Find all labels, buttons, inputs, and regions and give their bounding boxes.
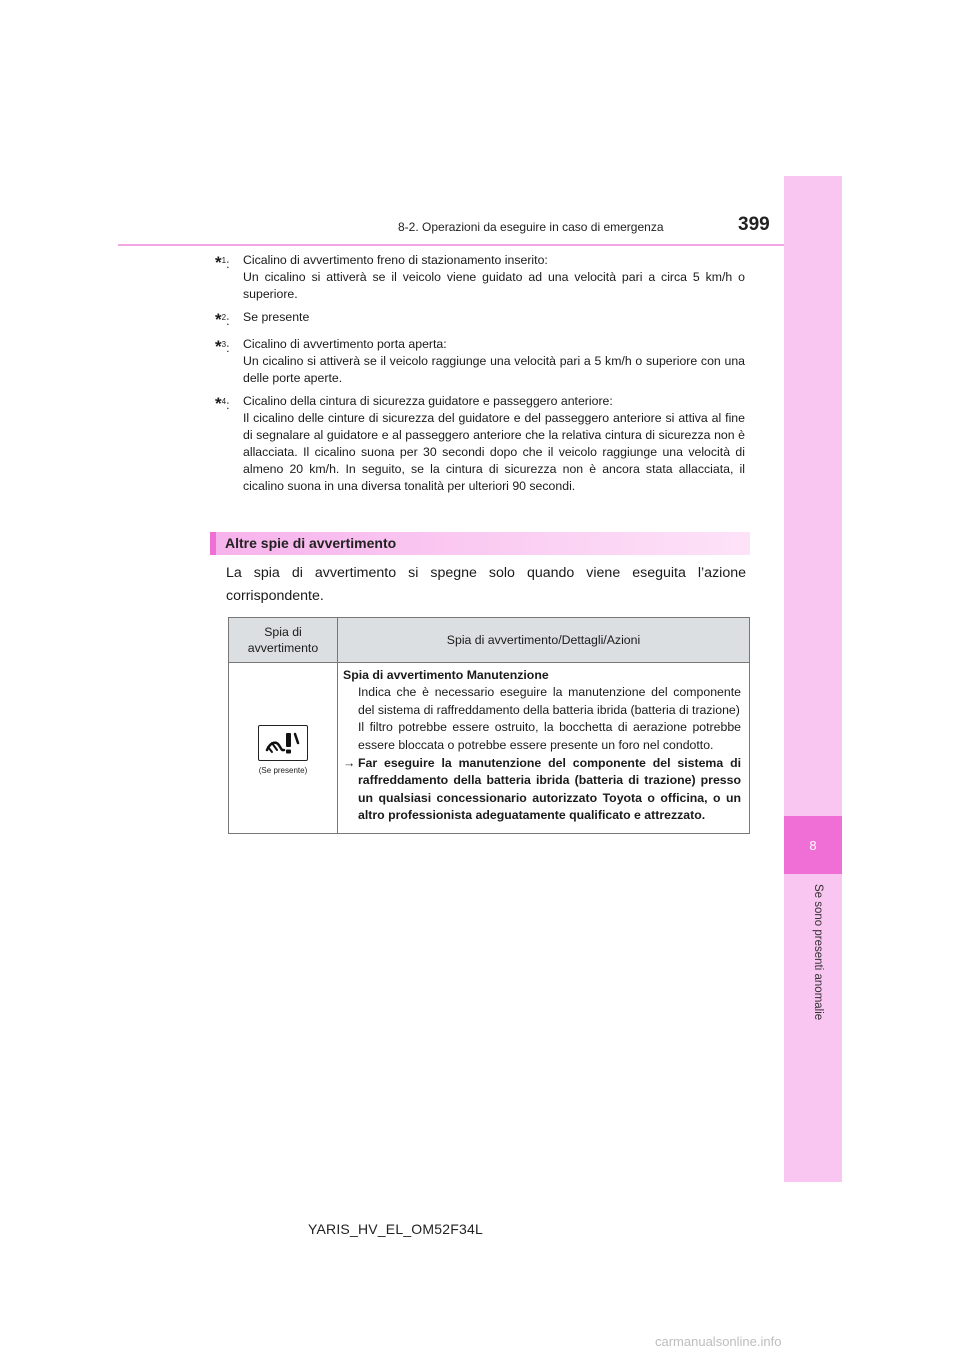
footnote-title: Cicalino di avvertimento freno di stazionamento inserito: xyxy=(243,253,548,267)
footnote-body: Il cicalino delle cinture di sicurezza del guidatore e del passeggero anteriore si attiva al fine di segnalare al guidatore e al passeggero anteriore che la relativa cintura di sicurezza non è allacciata. Il cicalino suona per 30 secondi dopo che il veicolo raggiunge una velocità di almeno 20 km/h. In seguito, se la cintura di sicurezza non è ancora stata allacciata, il cicalino suona in una diversa tonalità per ulteriori 90 secondi. xyxy=(243,411,745,494)
footnote xyxy=(215,309,745,330)
page-number: 399 xyxy=(738,214,770,235)
footnote-body: Un cicalino si attiverà se il veicolo raggiunge una velocità pari a 5 km/h o superiore con una delle porte aperte. xyxy=(243,354,745,386)
header-divider xyxy=(118,244,784,246)
action-text: Far eseguire la manutenzione del componente del sistema di raffreddamento della batteria ibrida (batteria di trazione) presso un qualsiasi concessionario autorizzato Toyota o officina, o un altro professionista adeguatamente qualificato e attrezzato. xyxy=(358,756,741,823)
footnote-body: Un cicalino si attiverà se il veicolo viene guidato ad una velocità pari a circa 5 km/h o superiore. xyxy=(243,270,745,301)
table-row xyxy=(229,663,750,834)
intro-paragraph: La spia di avvertimento si spegne solo quando viene eseguita l’azione corrispondente. xyxy=(226,565,746,604)
section-header: 8-2. Operazioni da eseguire in caso di emergenza xyxy=(398,220,664,234)
column-header-light: Spia di avvertimento xyxy=(229,618,338,663)
footnote-marker: *$^4$: xyxy=(215,394,230,414)
footnote xyxy=(215,252,745,303)
footnote-marker: *$^3$: xyxy=(215,337,230,357)
icon-cell xyxy=(229,663,338,834)
footnote-marker: *$^2$: xyxy=(215,310,230,330)
icon-caption: (Se presente) xyxy=(258,765,308,775)
section-heading: Altre spie di avvertimento xyxy=(210,532,750,555)
details-cell xyxy=(338,663,750,834)
warning-description: Indica che è necessario eseguire la manutenzione del componente del sistema di raffreddamento della batteria ibrida (batteria di trazione) xyxy=(358,685,741,717)
maintenance-warning-icon xyxy=(258,725,308,761)
chapter-number-badge xyxy=(784,816,842,874)
warning-table xyxy=(228,617,750,834)
footnote xyxy=(215,336,745,387)
column-header-details: Spia di avvertimento/Dettagli/Azioni xyxy=(338,618,750,663)
footnote-title: Se presente xyxy=(243,310,310,324)
warning-cause: Il filtro potrebbe essere ostruito, la bocchetta di aerazione potrebbe essere bloccata o potrebbe essere presente un foro nel condotto. xyxy=(358,720,741,752)
footnote-title: Cicalino della cintura di sicurezza guidatore e passeggero anteriore: xyxy=(243,394,613,409)
footnote-marker: *$^1$: xyxy=(215,253,230,273)
arrow-right-icon: → xyxy=(343,756,356,771)
warning-title: Spia di avvertimento Manutenzione xyxy=(343,668,549,682)
footnote xyxy=(215,393,745,495)
document-code: YARIS_HV_EL_OM52F34L xyxy=(308,1221,483,1237)
watermark: carmanualsonline.info xyxy=(655,1334,782,1349)
footnotes xyxy=(215,252,745,501)
chapter-number: 8 xyxy=(809,837,817,853)
chapter-title-vertical: Se sono presenti anomalie xyxy=(812,884,824,1021)
warning-action xyxy=(343,755,741,825)
footnote-title: Cicalino di avvertimento porta aperta: xyxy=(243,337,447,352)
table-header-row xyxy=(229,618,750,663)
